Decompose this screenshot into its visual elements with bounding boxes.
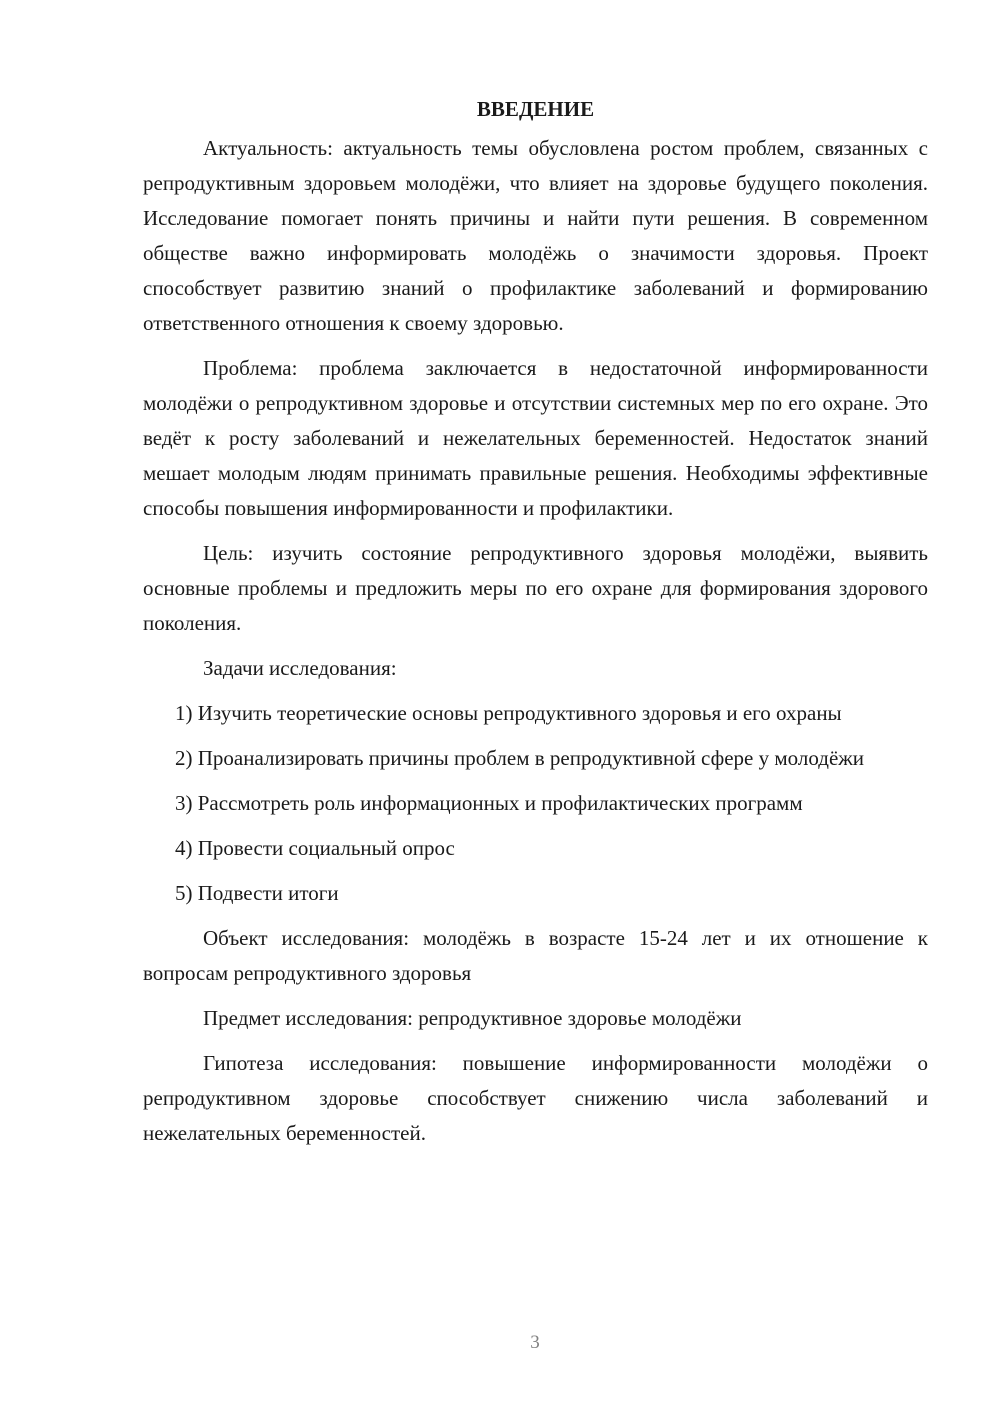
problem-paragraph: Проблема: проблема заключается в недостаточной информированности молодёжи о репродуктивном здоровье и отсутствии системных мер по его охране. Это ведёт к росту заболеваний и нежелательных беременностей. Недостаток знаний мешает молодым людям принимать правильные решения. Необходимы эффективные способы повышения информированности и профилактики. — [143, 356, 928, 520]
object-paragraph: Объект исследования: молодёжь в возрасте 15-24 лет и их отношение к вопросам репродуктивного здоровья — [143, 926, 928, 985]
task-item-3: 3) Рассмотреть роль информационных и профилактических программ — [175, 791, 803, 815]
relevance-paragraph: Актуальность: актуальность темы обусловлена ростом проблем, связанных с репродуктивным здоровьем молодёжи, что влияет на здоровье будущего поколения. Исследование помогает понять причины и найти пути решения. В современном обществе важно информировать молодёжь о значимости здоровья. Проект способствует развитию знаний о профилактике заболеваний и формированию ответственного отношения к своему здоровью. — [143, 136, 928, 335]
task-item-5: 5) Подвести итоги — [175, 881, 339, 905]
page-title: ВВЕДЕНИЕ — [476, 97, 595, 121]
hypothesis-paragraph: Гипотеза исследования: повышение информированности молодёжи о репродуктивном здоровье способствует снижению числа заболеваний и нежелательных беременностей. — [143, 1051, 928, 1145]
task-item-1: 1) Изучить теоретические основы репродуктивного здоровья и его охраны — [175, 701, 842, 725]
task-item-4: 4) Провести социальный опрос — [175, 836, 455, 860]
task-item-2: 2) Проанализировать причины проблем в репродуктивной сфере у молодёжи — [175, 746, 865, 770]
document-page — [143, 92, 928, 1151]
page-number: 3 — [530, 1332, 540, 1353]
subject-paragraph: Предмет исследования: репродуктивное здоровье молодёжи — [203, 1006, 742, 1030]
tasks-heading: Задачи исследования: — [203, 656, 397, 680]
goal-paragraph: Цель: изучить состояние репродуктивного здоровья молодёжи, выявить основные проблемы и предложить меры по его охране для формирования здорового поколения. — [143, 541, 928, 635]
